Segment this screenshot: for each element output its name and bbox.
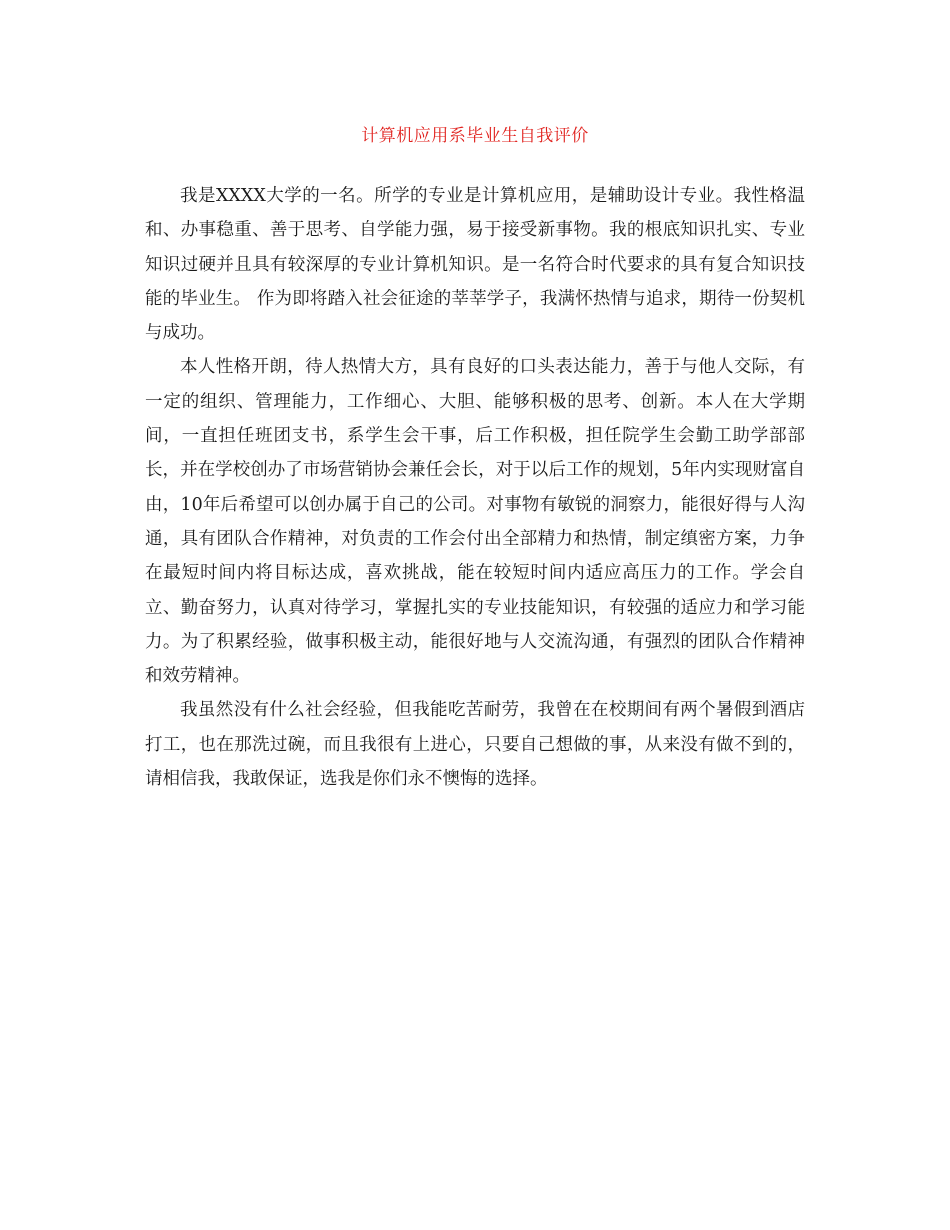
paragraph-3: 我虽然没有什么社会经验，但我能吃苦耐劳，我曾在在校期间有两个暑假到酒店打工，也在那洗过碗，而且我很有上进心，只要自己想做的事，从来没有做不到的，请相信我，我敢保证，选我是你们永不懊悔的选择。 [145, 700, 805, 790]
document-body [145, 179, 805, 796]
document-title: 计算机应用系毕业生自我评价 [361, 126, 589, 146]
paragraph-1: 我是XXXX大学的一名。所学的专业是计算机应用，是辅助设计专业。我性格温和、办事稳重、善于思考、自学能力强，易于接受新事物。我的根底知识扎实、专业知识过硬并且具有较深厚的专业计算机知识。是一名符合时代要求的具有复合知识技能的毕业生。 作为即将踏入社会征途的莘莘学子，我满怀热情与追求，期待一份契机与成功。 [145, 186, 805, 344]
paragraph-2: 本人性格开朗，待人热情大方，具有良好的口头表达能力，善于与他人交际，有一定的组织、管理能力，工作细心、大胆、能够积极的思考、创新。本人在大学期间，一直担任班团支书，系学生会干事，后工作积极，担任院学生会勤工助学部部长，并在学校创办了市场营销协会兼任会长，对于以后工作的规划，5年内实现财富自由，10年后希望可以创办属于自己的公司。对事物有敏锐的洞察力，能很好得与人沟通，具有团队合作精神，对负责的工作会付出全部精力和热情，制定缜密方案，力争在最短时间内将目标达成，喜欢挑战，能在较短时间内适应高压力的工作。学会自立、勤奋努力，认真对待学习，掌握扎实的专业技能知识，有较强的适应力和学习能力。为了积累经验，做事积极主动，能很好地与人交流沟通，有强烈的团队合作精神和效劳精神。 [145, 357, 805, 687]
